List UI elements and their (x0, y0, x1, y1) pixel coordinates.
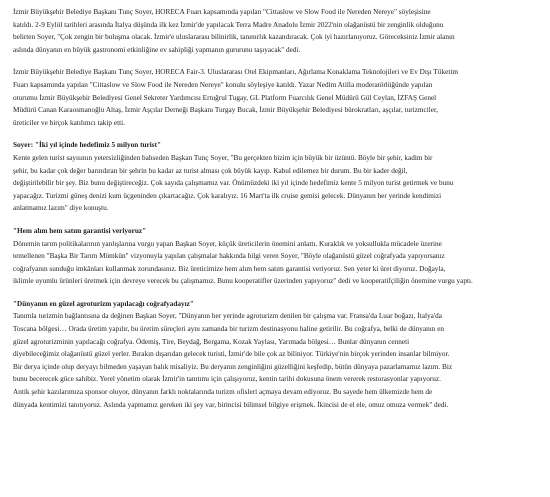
paragraph-event (13, 66, 540, 129)
text-line: Bir derya içinde olup deryayı bilmeden yaşayan balık misaliyiz. Bu deryanın zenginliğini güzelliğini keşfedip, bütün dünyaya pazarlamamız lazım. Biz (13, 362, 453, 371)
paragraph-tourism-goal (13, 139, 540, 215)
text-line: yapacağız. Turizmi güneş denizi kum üçgeninden çıkartacağız. Çok karalıyız. 16 Mart'ta ilk cruise gemisi gelecek. Dünyanın her yerinde kendimizi (13, 191, 442, 200)
text-line: oturumu İzmir Büyükşehir Belediyesi Genel Sekreter Yardımcısı Ertuğrul Tugay, GL Platform Fuarcılık Genel Müdürü Gül Ceylan, İZFAŞ Genel (13, 93, 437, 102)
text-line: dünyada kentimizi tanıtıyoruz. Aslında yapmamız gereken iki şey var, birincisi bilimsel bilgiye erişmek. İkincisi de el ele, omuz omuza vermek" dedi. (13, 400, 449, 409)
text-line: temellenen "Başka Bir Tarım Mümkün" vizyonuyla yapılan çalışmalar hakkında bilgi veren Soyer, "Böyle olağanüstü güzel coğrafyada yapıyorsanız (13, 252, 445, 261)
text-line: değiştirilebilir bir şey. Biz bunu değiştireceğiz. Çok sayıda çalışmamız var. Önümüzdeki iki yıl içinde hedefimiz kente 5 milyon turist getirmek ve bunu (13, 179, 454, 188)
text-line: Kente gelen turist sayısının yetersizliğinden bahseden Başkan Tunç Soyer, "Bu gerçekten bizim için büyük bir üzüntü. Böyle bir şehir, kadim bir (13, 153, 433, 162)
text-line: belirten Soyer, "Çok zengin bir buluşma olacak. İzmir'e uluslararası bilinirlik, tanınırlık kazandıracak. Çok iyi hazırlanıyoruz. Göreceksiniz İzmir alanın (13, 33, 455, 42)
text-line: diyebileceğimiz olağanüstü güzel yerler. Bırakın dışarıdan gelecek turisti, İzmir'de bile çok az biliniyor. Türkiye'nin birçok yerinden insanlar bilmiyor. (13, 350, 450, 359)
text-line: Fuarı kapsamında yapılan "Cittaslow ve Slow Food ile Nereden Nereye" konulu söyleşiye katıldı. Yazar Nedim Atilla moderatörlüğünde yapılan (13, 80, 433, 89)
text-line: katıldı. 2-9 Eylül tarihleri arasında İtalya düşünda ilk kez İzmir'de yapılacak Terra Madre Anadolu İzmir 2022'nin olağanüstü bir zenginlik olduğunu (13, 20, 444, 29)
text-line: Toscana bölgesi… Orada üretim yapılır, bu üretim süreçleri aynı zamanda bir turizm destinasyonu haline getirilir. Bu coğrafya, belki de dünyanın en (13, 325, 445, 334)
section-heading: "Hem alım hem satım garantisi veriyoruz" (13, 226, 147, 235)
text-line: güzel agroturizminin yapılacağı coğrafya. Ödemiş, Tire, Beydağ, Bergama, Kozak Yaylası, Yarımada bölgesi… Bunlar dünyanın cenneti (13, 337, 410, 346)
article-body (0, 6, 550, 411)
text-line: anlatmamız lazım" diye konuştu. (13, 204, 109, 213)
text-line: coğrafyanın sunduğu imkânları kullanmak zorundasınız. Biz üreticimize hem alım hem satım garantisi veriyoruz. Sen yeter ki üret diyoruz. Doğayla, (13, 264, 446, 273)
text-line: aslında dünyanın en büyük gastronomi etkinliğine ev sahipliği yapmanın gururunu taşıyacak" dedi. (13, 45, 301, 54)
text-line: Tanımla turizmin bağlantısına da değinen Başkan Soyer, "Dünyanın her yerinde agroturizm denilen bir çalışma var. Fransa'da Luar boğazı, İtalya'da (13, 312, 442, 321)
section-heading: Soyer: "İki yıl içinde hedefimiz 5 milyon turist" (13, 141, 162, 150)
text-line: üreticiler ve birçok katılımcı takip etti. (13, 118, 125, 127)
text-line: Müdürü Canan Karaosmanoğlu Altaş, İzmir Aşçılar Derneği Başkanı Turgay Bucak, İzmir Büyükşehir Belediyesi bürokratları, aşçılar, turizmciler, (13, 106, 438, 115)
paragraph-agrotourism (13, 298, 540, 411)
text-line: şehir, bu kadar çok değer barındıran bir şehrin bu kadar az turist alması çok büyük kayıp. Kabul edilemez bir durum. Bu bir kader değil, (13, 166, 408, 175)
section-heading: "Dünyanın en güzel agroturizm yapılacağı coğrafyadayız" (13, 299, 194, 308)
text-line: iklimle uyumlu ürünleri üretmek için devreye verecek bu çalışmamız. Bunu kooperatifler üzerinden yapıyoruz" dedi ve kooperatifçiliğin önemine vurgu yaptı. (13, 277, 473, 286)
text-line: bunu becerecek güce sahibiz. Yerel yönetim olarak İzmir'in tanıtımı için çalışıyoruz, kentin tarihi dokusuna önem vererek restorasyonlar yapıyoruz. (13, 375, 441, 384)
paragraph-purchase-guarantee (13, 225, 540, 288)
text-line: Antik şehir kazılarımıza sponsor oluyor, dünyanın farklı noktalarında turizm ofisleri açmaya devam ediyoruz. Bu sayede hem ülkemizde hem de (13, 388, 433, 397)
paragraph-intro (13, 6, 540, 56)
text-line: Dönemin tarım politikalarının yanlışlarına vurgu yapan Başkan Soyer, küçük üreticilerin önemini anlattı. Kuraklık ve yoksullukla mücadele üzerine (13, 239, 442, 248)
text-line: İzmir Büyükşehir Belediye Başkanı Tunç Soyer, HORECA Fuarı kapsamında yapılan "Cittaslow ve Slow Food ile Nereden Nereye" söyleşisine (13, 8, 431, 16)
text-line: İzmir Büyükşehir Belediye Başkanı Tunç Soyer, HORECA Fair-3. Uluslararası Otel Ekipmanları, Ağırlama Konaklama Teknolojileri ve Ev Dışı Tüketim (13, 68, 458, 77)
